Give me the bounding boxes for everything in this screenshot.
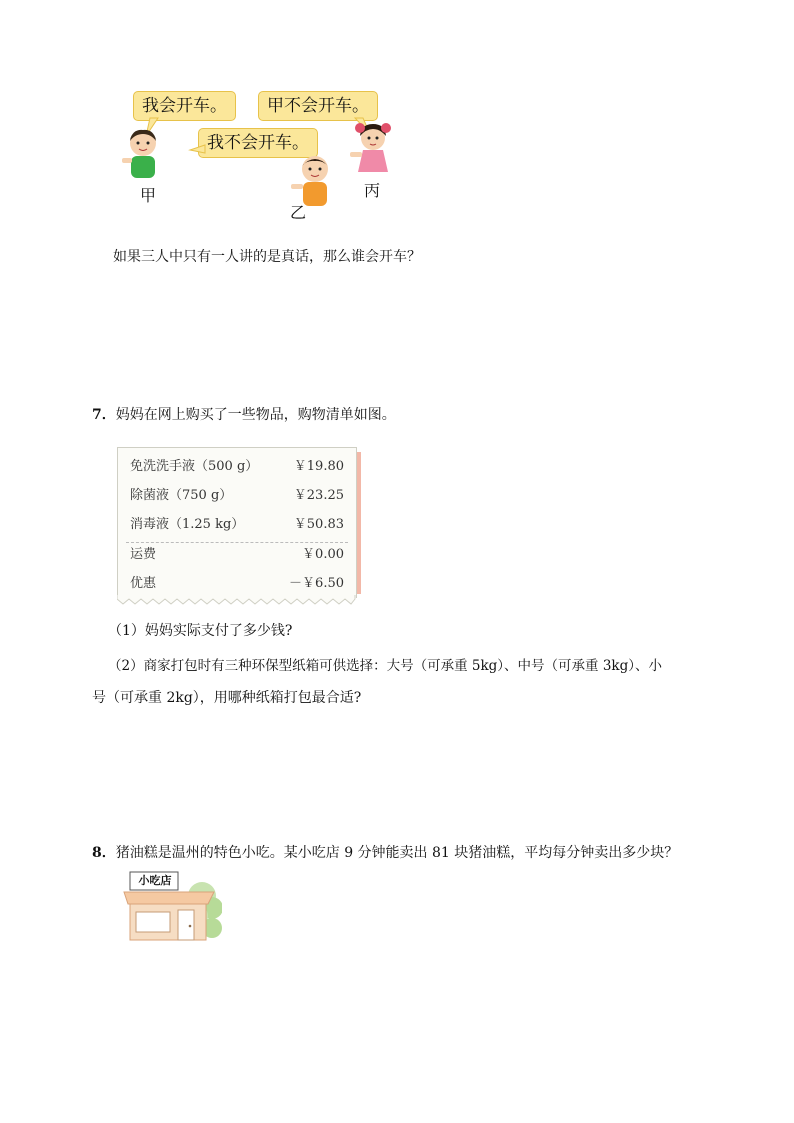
q7-sub2-line1: （2）商家打包时有三种环保型纸箱可供选择：大号（可承重 5kg）、中号（可承重 3kg）、小 [108, 658, 662, 674]
receipt-item-name: 运费 [130, 547, 157, 562]
kid-jia-figure [118, 125, 168, 183]
q8-number: 8． [92, 845, 116, 861]
speech-text-jia: 我会开车。 [142, 96, 227, 116]
speech-text-bing: 甲不会开车。 [267, 96, 369, 116]
q7-sub1: （1）妈妈实际支付了多少钱? [108, 623, 293, 639]
receipt-item-price: ￥50.83 [293, 517, 344, 532]
receipt-item-name: 除菌液（750 g） [130, 488, 233, 503]
q6-question: 如果三人中只有一人讲的是真话，那么谁会开车？ [113, 249, 421, 265]
receipt-item-name: 消毒液（1.25 kg） [130, 517, 245, 532]
receipt-item-price: ￥19.80 [293, 459, 344, 474]
receipt-row [130, 513, 344, 537]
kid-jia-label: 甲 [140, 186, 157, 205]
receipt-row [130, 455, 344, 479]
speech-text-yi: 我不会开车。 [207, 133, 309, 153]
snack-shop-illustration [122, 868, 222, 942]
kid-yi-label: 乙 [290, 203, 307, 222]
receipt-row [130, 484, 344, 508]
receipt-torn-edge [117, 595, 357, 605]
receipt-item-name: 优惠 [130, 576, 157, 591]
shop-sign: 小吃店 [138, 874, 172, 887]
q7-number: 7． [92, 407, 116, 423]
receipt-item-name: 免洗洗手液（500 g） [130, 459, 259, 474]
kid-bing-label: 丙 [364, 181, 381, 200]
q7-heading [92, 405, 396, 425]
receipt-item-price: ￥23.25 [293, 488, 344, 503]
receipt-row [130, 543, 344, 567]
shopping-receipt [117, 447, 357, 598]
q7-text: 妈妈在网上购买了一些物品，购物清单如图。 [115, 407, 396, 423]
q7-sub2-line2: 号（可承重 2kg），用哪种纸箱打包最合适? [92, 690, 362, 706]
receipt-item-price: －￥6.50 [289, 576, 344, 591]
receipt-row [130, 572, 344, 596]
q8-text: 猪油糕是温州的特色小吃。某小吃店 9 分钟能卖出 81 块猪油糕，平均每分钟卖出多少块？ [115, 845, 679, 861]
q8-heading [92, 843, 678, 863]
receipt-item-price: ￥0.00 [302, 547, 344, 562]
kid-bing-figure [348, 118, 398, 178]
